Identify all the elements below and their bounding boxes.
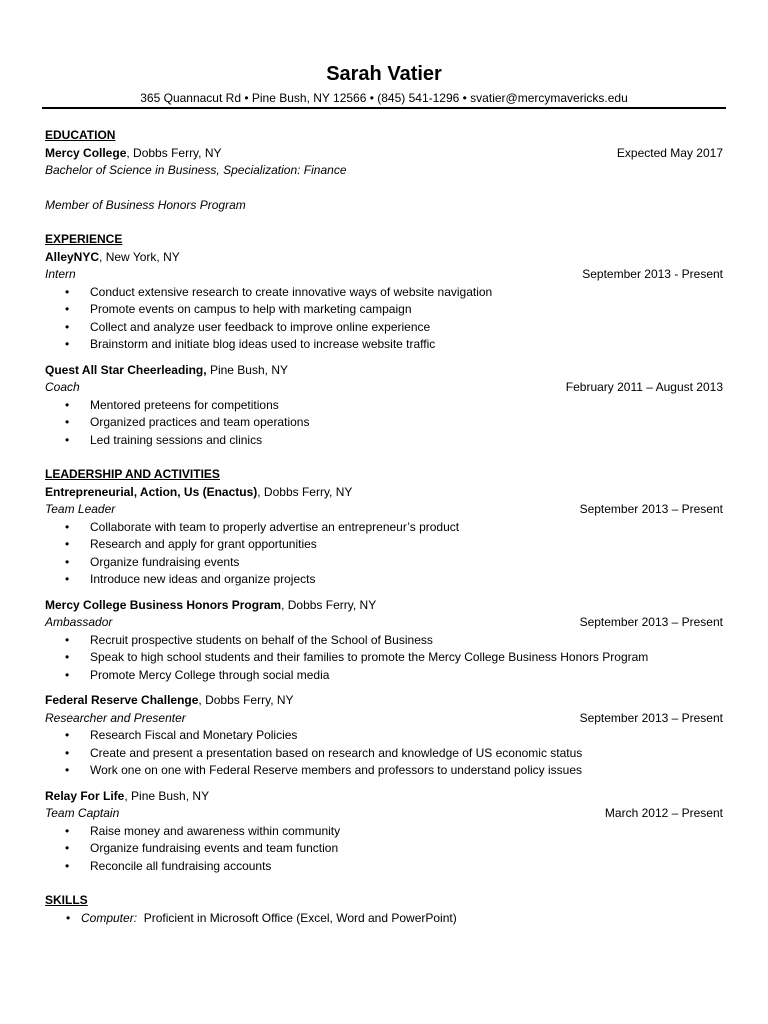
entry-role-line [45,379,723,397]
header-divider [42,107,726,109]
entry-date: September 2013 – Present [579,502,723,516]
bullet-item: • Organize fundraising events [45,554,723,572]
bullet-item: • Create and present a presentation based on research and knowledge of US economic status [45,745,723,763]
org-name: AlleyNYC [45,249,100,264]
resume-content [45,127,723,927]
bullet-item: • Mentored preteens for competitions [45,397,723,415]
bullet-item: • Conduct extensive research to create innovative ways of website navigation [45,284,723,302]
entry [45,484,723,589]
bullet-list [45,397,723,450]
entry-date: February 2011 – August 2013 [565,380,723,394]
bullet-list [45,632,723,685]
bullet-list [45,823,723,876]
entry [45,362,723,450]
org-name: Federal Reserve Challenge [45,693,199,707]
org-location: , Dobbs Ferry, NY [198,693,294,707]
org-name: Quest All Star Cheerleading, [45,362,207,377]
org-name: Relay For Life [45,788,125,803]
entry-date: March 2012 – Present [604,806,723,820]
entry-date: September 2013 – Present [579,710,723,725]
bullet-item: • Collect and analyze user feedback to improve online experience [45,319,723,337]
bullet-item: • Led training sessions and clinics [45,432,723,450]
role-title: Researcher and Presenter [45,710,186,725]
resume-name: Sarah Vatier [326,63,442,85]
section-heading: LEADERSHIP AND ACTIVITIES [45,467,220,481]
bullet-item: • Collaborate with team to properly advertise an entrepreneur’s product [45,519,723,537]
entry-role-line [45,266,723,284]
bullet-item: • Reconcile all fundraising accounts [45,858,723,876]
leadership-entries [45,484,723,876]
skill-item [45,910,723,928]
org-line [45,597,376,615]
org-location: , Dobbs Ferry, NY [281,597,377,612]
experience-section [45,231,723,449]
education-line [45,145,723,163]
role-title: Team Captain [45,806,120,820]
org-line [45,788,209,806]
entry-org-line [45,362,723,380]
bullet-item: • Recruit prospective students on behalf of the School of Business [45,632,723,650]
contact-info: 365 Quannacut Rd • Pine Bush, NY 12566 • (845) 541-1296 • svatier@mercymavericks.edu [140,91,628,105]
bullet-item: • Introduce new ideas and organize projects [45,571,723,589]
entry-role-line [45,614,723,632]
bullet-item: • Organize fundraising events and team function [45,840,723,858]
entry-role-line [45,501,723,519]
org-location: Pine Bush, NY [206,362,288,377]
entry [45,692,723,780]
org-name: Entrepreneurial, Action, Us (Enactus) [45,484,258,499]
bullet-item: • Promote Mercy College through social media [45,667,723,685]
org-location: , New York, NY [99,249,180,264]
bullet-list [45,519,723,589]
bullet-item: • Raise money and awareness within community [45,823,723,841]
org-line [45,362,288,380]
bullet-list [45,727,723,780]
entry [45,788,723,876]
bullet-item: • Promote events on campus to help with marketing campaign [45,301,723,319]
role-title: Ambassador [45,615,113,629]
bullet-item: • Research Fiscal and Monetary Policies [45,727,723,745]
entry-org-line [45,692,723,710]
entry-org-line [45,249,723,267]
role-title: Intern [45,267,76,281]
role-title: Coach [45,380,80,394]
education-date: Expected May 2017 [616,145,723,160]
skill-label: Computer: [81,910,138,925]
org-line [45,249,180,267]
entry-role-line [45,805,723,823]
bullet-item: • Research and apply for grant opportunities [45,536,723,554]
entry [45,249,723,354]
education-section [45,127,723,214]
entry [45,597,723,685]
entry-org-line [45,597,723,615]
school-line [45,145,222,163]
section-heading: EDUCATION [45,128,116,142]
org-name: Mercy College Business Honors Program [45,597,282,612]
bullet-item: • Work one on one with Federal Reserve members and professors to understand policy issues [45,762,723,780]
org-line [45,692,294,710]
role-title: Team Leader [45,502,116,516]
org-location: , Dobbs Ferry, NY [257,484,353,499]
bullet-item: • Speak to high school students and their families to promote the Mercy College Business Honors Program [45,649,723,667]
skills-section [45,892,723,927]
entry-role-line [45,710,723,728]
skills-list [45,910,723,928]
entry-org-line [45,484,723,502]
honors-note: Member of Business Honors Program [45,197,246,212]
skill-text: Proficient in Microsoft Office (Excel, Word and PowerPoint) [143,910,457,925]
degree: Bachelor of Science in Business, Specialization: Finance [45,163,347,177]
experience-entries [45,249,723,450]
school-name: Mercy College [45,145,127,160]
org-line [45,484,352,502]
school-location: , Dobbs Ferry, NY [126,145,222,160]
section-heading: EXPERIENCE [45,232,123,246]
bullet-item: • Brainstorm and initiate blog ideas used to increase website traffic [45,336,723,354]
org-location: , Pine Bush, NY [124,788,210,803]
section-heading: SKILLS [45,893,88,907]
entry-date: September 2013 – Present [579,615,723,629]
entry-org-line [45,788,723,806]
leadership-section [45,466,723,875]
bullet-list [45,284,723,354]
bullet-item: • Organized practices and team operations [45,414,723,432]
entry-date: September 2013 - Present [582,267,723,281]
